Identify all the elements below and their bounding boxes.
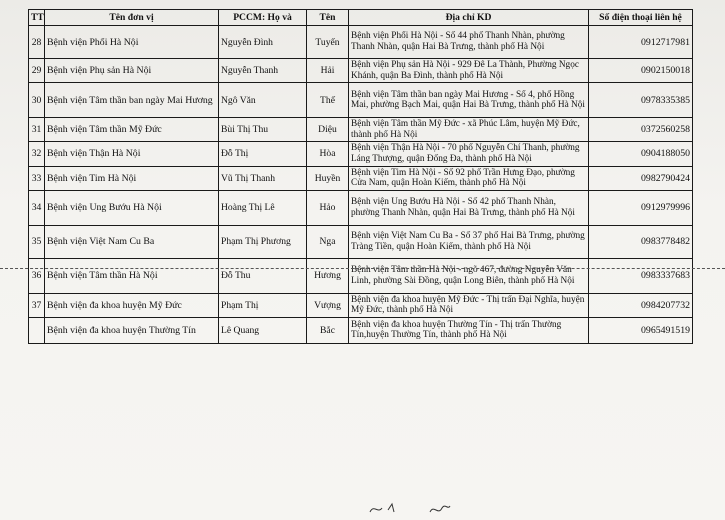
- row-number: 28: [29, 26, 45, 59]
- address: Bệnh viện Tâm thần Hà Nội - ngõ 467, đường Nguyễn Văn Linh, phường Sài Đồng, quận Long Biên, thành phố Hà Nội: [349, 258, 589, 293]
- header-given-name: Tên: [307, 10, 349, 26]
- contact-surname: Phạm Thị: [219, 293, 307, 317]
- table-row: [29, 293, 693, 317]
- header-address: Địa chỉ KD: [349, 10, 589, 26]
- table-row: [29, 26, 693, 59]
- contact-surname: Vũ Thị Thanh: [219, 166, 307, 190]
- unit-name: Bệnh viện Phổi Hà Nội: [45, 26, 219, 59]
- unit-name: Bệnh viện Tâm thần Mỹ Đức: [45, 118, 219, 142]
- contact-given-name: Hải: [307, 59, 349, 83]
- phone-number: 0372560258: [589, 118, 693, 142]
- page-fold-line: [0, 268, 725, 269]
- contact-given-name: Vượng: [307, 293, 349, 317]
- phone-number: 0912979996: [589, 190, 693, 225]
- contact-given-name: Tuyến: [307, 26, 349, 59]
- unit-name: Bệnh viện Thận Hà Nội: [45, 142, 219, 166]
- header-phone: Số điện thoại liên hệ: [589, 10, 693, 26]
- header-unit-name: Tên đơn vị: [45, 10, 219, 26]
- phone-number: 0983778482: [589, 225, 693, 258]
- row-number: 33: [29, 166, 45, 190]
- header-tt: TT: [29, 10, 45, 26]
- contact-given-name: Thế: [307, 83, 349, 118]
- unit-name: Bệnh viện đa khoa huyện Thường Tín: [45, 317, 219, 343]
- table-row: [29, 225, 693, 258]
- address: Bệnh viện Tâm thần Mỹ Đức - xã Phúc Lâm, huyện Mỹ Đức, thành phố Hà Nội: [349, 118, 589, 142]
- address: Bệnh viện Tim Hà Nội - Số 92 phố Trần Hưng Đạo, phường Cửa Nam, quận Hoàn Kiếm, thành phố Hà Nội: [349, 166, 589, 190]
- table-row: [29, 190, 693, 225]
- unit-name: Bệnh viện Phụ sản Hà Nội: [45, 59, 219, 83]
- contact-surname: Đỗ Thị: [219, 142, 307, 166]
- row-number: [29, 317, 45, 343]
- address: Bệnh viện Ung Bướu Hà Nội - Số 42 phố Thanh Nhàn, phường Thanh Nhàn, quận Hai Bà Trưng, thành phố Hà Nội: [349, 190, 589, 225]
- unit-name: Bệnh viện Tâm thần Hà Nội: [45, 258, 219, 293]
- contact-given-name: Hương: [307, 258, 349, 293]
- address: Bệnh viện Thận Hà Nội - 70 phố Nguyễn Chí Thanh, phường Láng Thượng, quận Đống Đa, thành phố Hà Nội: [349, 142, 589, 166]
- phone-number: 0982790424: [589, 166, 693, 190]
- row-number: 36: [29, 258, 45, 293]
- table-row: [29, 166, 693, 190]
- contact-surname: Nguyễn Đình: [219, 26, 307, 59]
- unit-name: Bệnh viện Việt Nam Cu Ba: [45, 225, 219, 258]
- contact-surname: Ngô Văn: [219, 83, 307, 118]
- row-number: 31: [29, 118, 45, 142]
- unit-name: Bệnh viện Tim Hà Nội: [45, 166, 219, 190]
- contact-given-name: Huyền: [307, 166, 349, 190]
- row-number: 30: [29, 83, 45, 118]
- address: Bệnh viện Phụ sản Hà Nội - 929 Đê La Thành, Phường Ngọc Khánh, quận Ba Đình, thành phố Hà Nội: [349, 59, 589, 83]
- row-number: 37: [29, 293, 45, 317]
- row-number: 35: [29, 225, 45, 258]
- contact-given-name: Diệu: [307, 118, 349, 142]
- contact-surname: Phạm Thị Phương: [219, 225, 307, 258]
- address: Bệnh viện đa khoa huyện Mỹ Đức - Thị trấn Đại Nghĩa, huyện Mỹ Đức, thành phố Hà Nội: [349, 293, 589, 317]
- address: Bệnh viện đa khoa huyện Thường Tín - Thị trấn Thường Tín,huyện Thường Tín, thành phố Hà Nội: [349, 317, 589, 343]
- phone-number: 0978335385: [589, 83, 693, 118]
- contact-surname: Nguyễn Thanh: [219, 59, 307, 83]
- contact-surname: Bùi Thị Thu: [219, 118, 307, 142]
- unit-name: Bệnh viện Ung Bướu Hà Nội: [45, 190, 219, 225]
- contact-surname: Lê Quang: [219, 317, 307, 343]
- row-number: 34: [29, 190, 45, 225]
- contact-given-name: Bắc: [307, 317, 349, 343]
- phone-number: 0965491519: [589, 317, 693, 343]
- phone-number: 0904188050: [589, 142, 693, 166]
- phone-number: 0983337683: [589, 258, 693, 293]
- unit-name: Bệnh viện đa khoa huyện Mỹ Đức: [45, 293, 219, 317]
- signature-mark: [360, 500, 480, 516]
- address: Bệnh viện Tâm thần ban ngày Mai Hương - Số 4, phố Hồng Mai, phường Bạch Mai, quận Hai Bà Trưng, thành phố Hà Nội: [349, 83, 589, 118]
- header-surname: PCCM: Họ và: [219, 10, 307, 26]
- table-row: [29, 83, 693, 118]
- table-row: [29, 118, 693, 142]
- table-row: [29, 142, 693, 166]
- table-header-row: [29, 10, 693, 26]
- contact-given-name: Hòa: [307, 142, 349, 166]
- unit-name: Bệnh viện Tâm thần ban ngày Mai Hương: [45, 83, 219, 118]
- address: Bệnh viện Việt Nam Cu Ba - Số 37 phố Hai Bà Trưng, phường Tràng Tiền, quận Hoàn Kiếm, thành phố Hà Nội: [349, 225, 589, 258]
- contact-given-name: Hảo: [307, 190, 349, 225]
- row-number: 32: [29, 142, 45, 166]
- contact-surname: Đỗ Thu: [219, 258, 307, 293]
- table-row: [29, 59, 693, 83]
- phone-number: 0984207732: [589, 293, 693, 317]
- contact-given-name: Nga: [307, 225, 349, 258]
- table-row: [29, 258, 693, 293]
- contact-surname: Hoàng Thị Lê: [219, 190, 307, 225]
- address: Bệnh viện Phổi Hà Nội - Số 44 phố Thanh Nhàn, phường Thanh Nhàn, quận Hai Bà Trưng, thành phố Hà Nội: [349, 26, 589, 59]
- phone-number: 0902150018: [589, 59, 693, 83]
- table-row: [29, 317, 693, 343]
- row-number: 29: [29, 59, 45, 83]
- hospital-contact-table: [28, 9, 693, 344]
- phone-number: 0912717981: [589, 26, 693, 59]
